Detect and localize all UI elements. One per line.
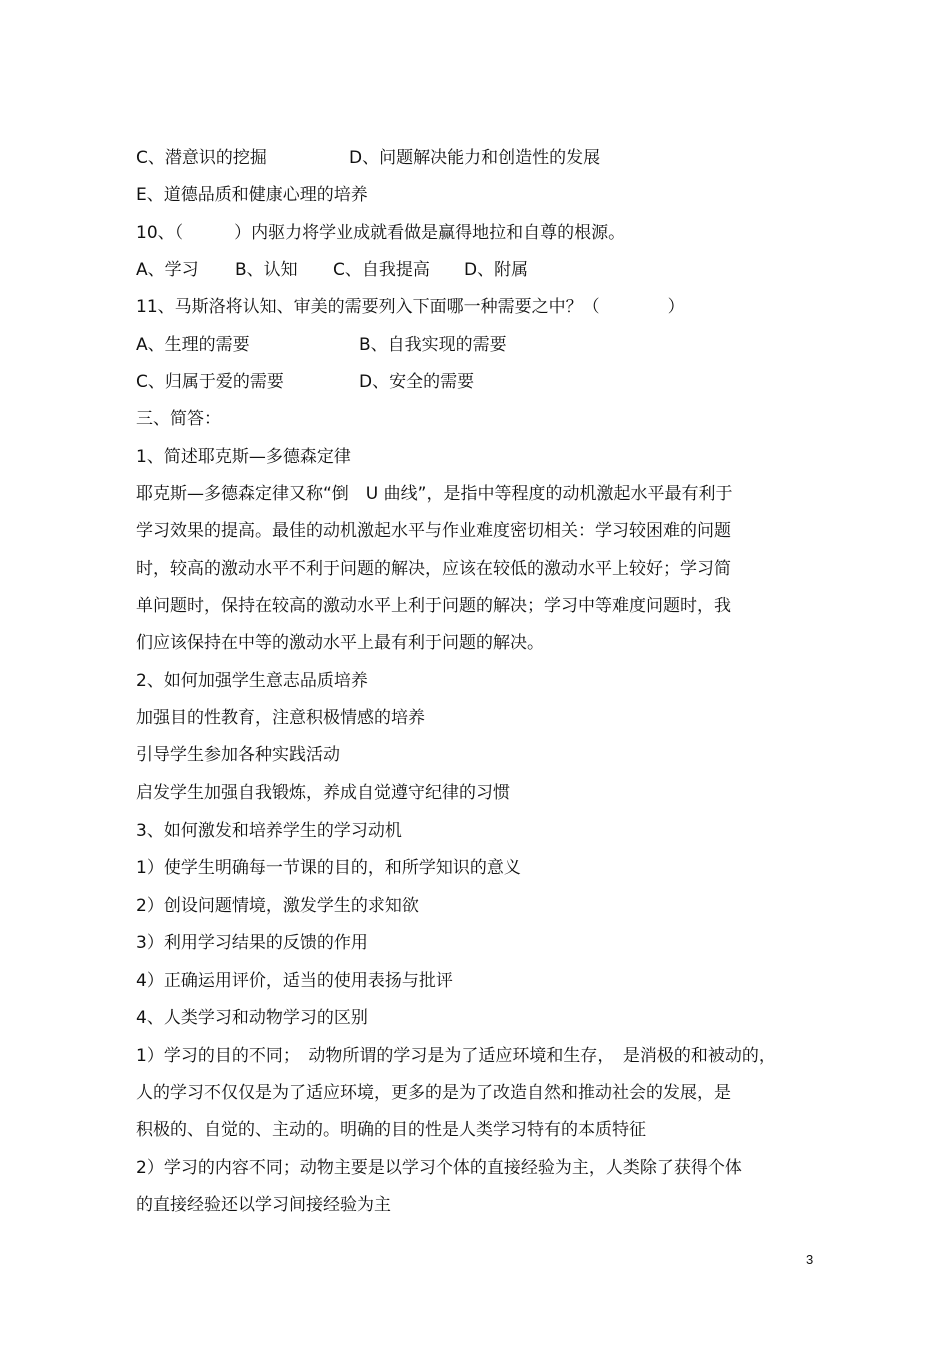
answer-4-line: 人的学习不仅仅是为了适应环境，更多的是为了改造自然和推动社会的发展，是 [136, 1083, 731, 1103]
option-a: A、学习 [136, 260, 199, 280]
option-d: D、安全的需要 [359, 372, 475, 392]
option-a: A、生理的需要 [136, 335, 250, 355]
answer-4-line: 1）学习的目的不同； 动物所谓的学习是为了适应环境和生存， 是消极的和被动的， [136, 1046, 776, 1066]
short-answer-3-title: 3、如何激发和培养学生的学习动机 [136, 821, 402, 841]
answer-1-line: 学习效果的提高。最佳的动机激起水平与作业难度密切相关：学习较困难的问题 [136, 521, 731, 541]
question-11: 11、马斯洛将认知、审美的需要列入下面哪一种需要之中？（ ） [136, 297, 685, 317]
section-heading: 三、简答： [136, 409, 221, 429]
answer-3-line: 1）使学生明确每一节课的目的，和所学知识的意义 [136, 858, 521, 878]
answer-3-line: 3）利用学习结果的反馈的作用 [136, 933, 368, 953]
option-c: C、归属于爱的需要 [136, 372, 284, 392]
answer-3-line: 4）正确运用评价，适当的使用表扬与批评 [136, 971, 453, 991]
answer-2-line: 引导学生参加各种实践活动 [136, 745, 340, 765]
option-b: B、自我实现的需要 [359, 335, 507, 355]
answer-1-line: 单问题时，保持在较高的激动水平上利于问题的解决；学习中等难度问题时，我 [136, 596, 731, 616]
answer-4-line: 积极的、自觉的、主动的。明确的目的性是人类学习特有的本质特征 [136, 1120, 646, 1140]
page-number: 3 [806, 1252, 814, 1267]
answer-1-line: 们应该保持在中等的激动水平上最有利于问题的解决。 [136, 633, 544, 653]
short-answer-1-title: 1、简述耶克斯—多德森定律 [136, 447, 351, 467]
answer-2-line: 启发学生加强自我锻炼，养成自觉遵守纪律的习惯 [136, 783, 510, 803]
answer-4-line: 2）学习的内容不同；动物主要是以学习个体的直接经验为主，人类除了获得个体 [136, 1158, 742, 1178]
answer-1-line: 时，较高的激动水平不利于问题的解决，应该在较低的激动水平上较好；学习简 [136, 559, 731, 579]
option-b: B、认知 [235, 260, 298, 280]
answer-3-line: 2）创设问题情境，激发学生的求知欲 [136, 896, 419, 916]
option-e: E、道德品质和健康心理的培养 [136, 185, 368, 205]
option-d: D、问题解决能力和创造性的发展 [349, 148, 601, 168]
short-answer-2-title: 2、如何加强学生意志品质培养 [136, 671, 368, 691]
answer-1-line: 耶克斯—多德森定律又称“倒 U 曲线”，是指中等程度的动机激起水平最有利于 [136, 484, 733, 504]
answer-2-line: 加强目的性教育，注意积极情感的培养 [136, 708, 425, 728]
option-c: C、自我提高 [333, 260, 430, 280]
short-answer-4-title: 4、人类学习和动物学习的区别 [136, 1008, 368, 1028]
question-10: 10、（ ）内驱力将学业成就看做是赢得地拉和自尊的根源。 [136, 223, 626, 243]
answer-4-line: 的直接经验还以学习间接经验为主 [136, 1195, 391, 1215]
option-d: D、附属 [464, 260, 529, 280]
option-c: C、潜意识的挖掘 [136, 148, 267, 168]
